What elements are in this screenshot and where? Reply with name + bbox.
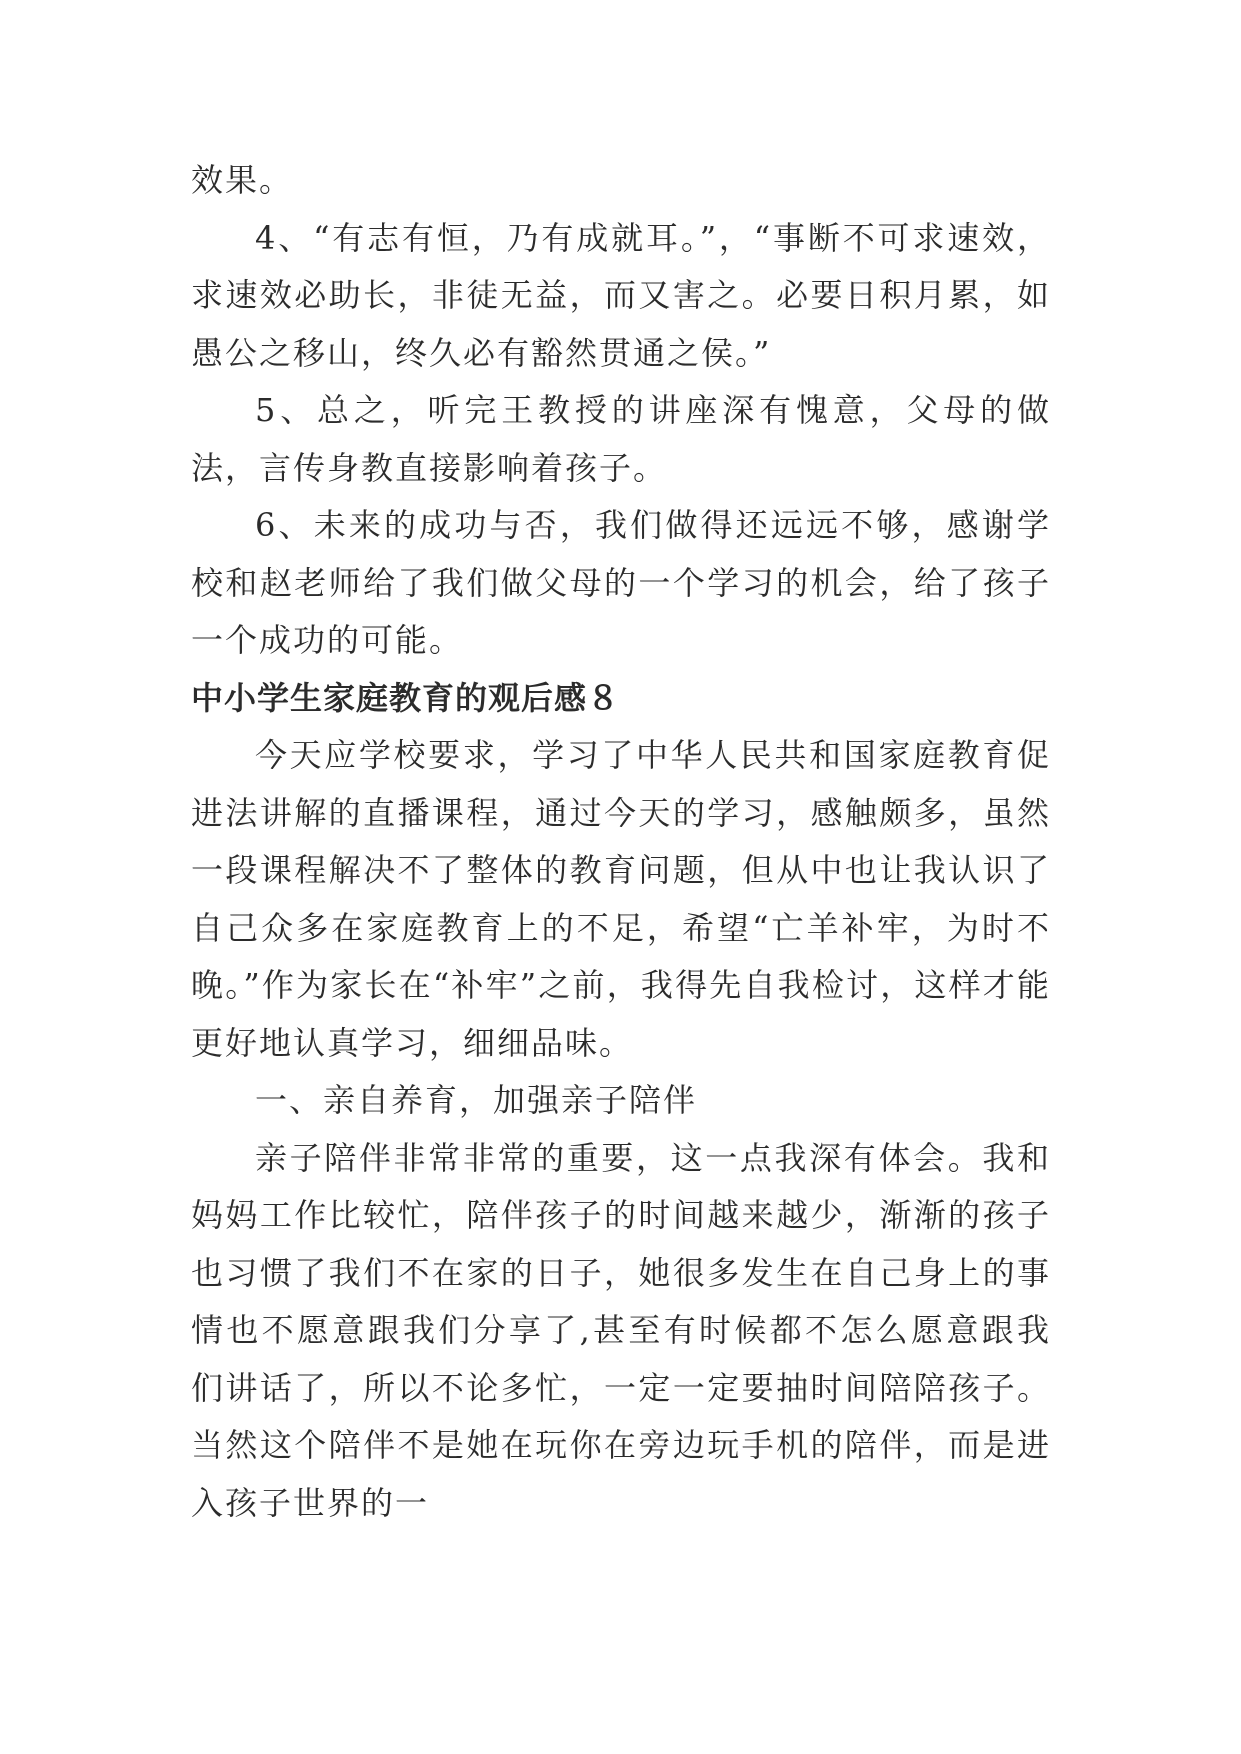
section-point-heading: 一、亲自养育，加强亲子陪伴 (255, 1081, 698, 1119)
paragraph-item-6: 6、未来的成功与否，我们做得还远远不够，感谢学校和赵老师给了我们做父母的一个学习的机会，给了孩子一个成功的可能。 (191, 506, 1051, 659)
paragraph-item-4: 4、“有志有恒，乃有成就耳。”，“事断不可求速效，求速效必助长，非徒无益，而又害之。必要日积月累，如愚公之移山，终久必有豁然贯通之侯。” (191, 218, 1051, 372)
section-title: 中小学生家庭教育的观后感８ (191, 678, 621, 717)
document-page (191, 152, 1051, 1532)
paragraph-continuation: 效果。 (191, 161, 294, 199)
paragraph-item-5: 5、总之，听完王教授的讲座深有愧意，父母的做法，言传身教直接影响着孩子。 (191, 391, 1051, 487)
section-intro-paragraph: 今天应学校要求，学习了中华人民共和国家庭教育促进法讲解的直播课程，通过今天的学习，感触颇多，虽然一段课程解决不了整体的教育问题，但从中也让我认识了自己众多在家庭教育上的不足，希望“亡羊补牢，为时不晚。”作为家长在“补牢”之前，我得先自我检讨，这样才能更好地认真学习，细细品味。 (191, 736, 1051, 1062)
section-body-paragraph: 亲子陪伴非常非常的重要，这一点我深有体会。我和妈妈工作比较忙，陪伴孩子的时间越来越少，渐渐的孩子也习惯了我们不在家的日子，她很多发生在自己身上的事情也不愿意跟我们分享了,甚至有时候都不怎么愿意跟我们讲话了，所以不论多忙，一定一定要抽时间陪陪孩子。当然这个陪伴不是她在玩你在旁边玩手机的陪伴，而是进入孩子世界的一 (191, 1138, 1051, 1522)
